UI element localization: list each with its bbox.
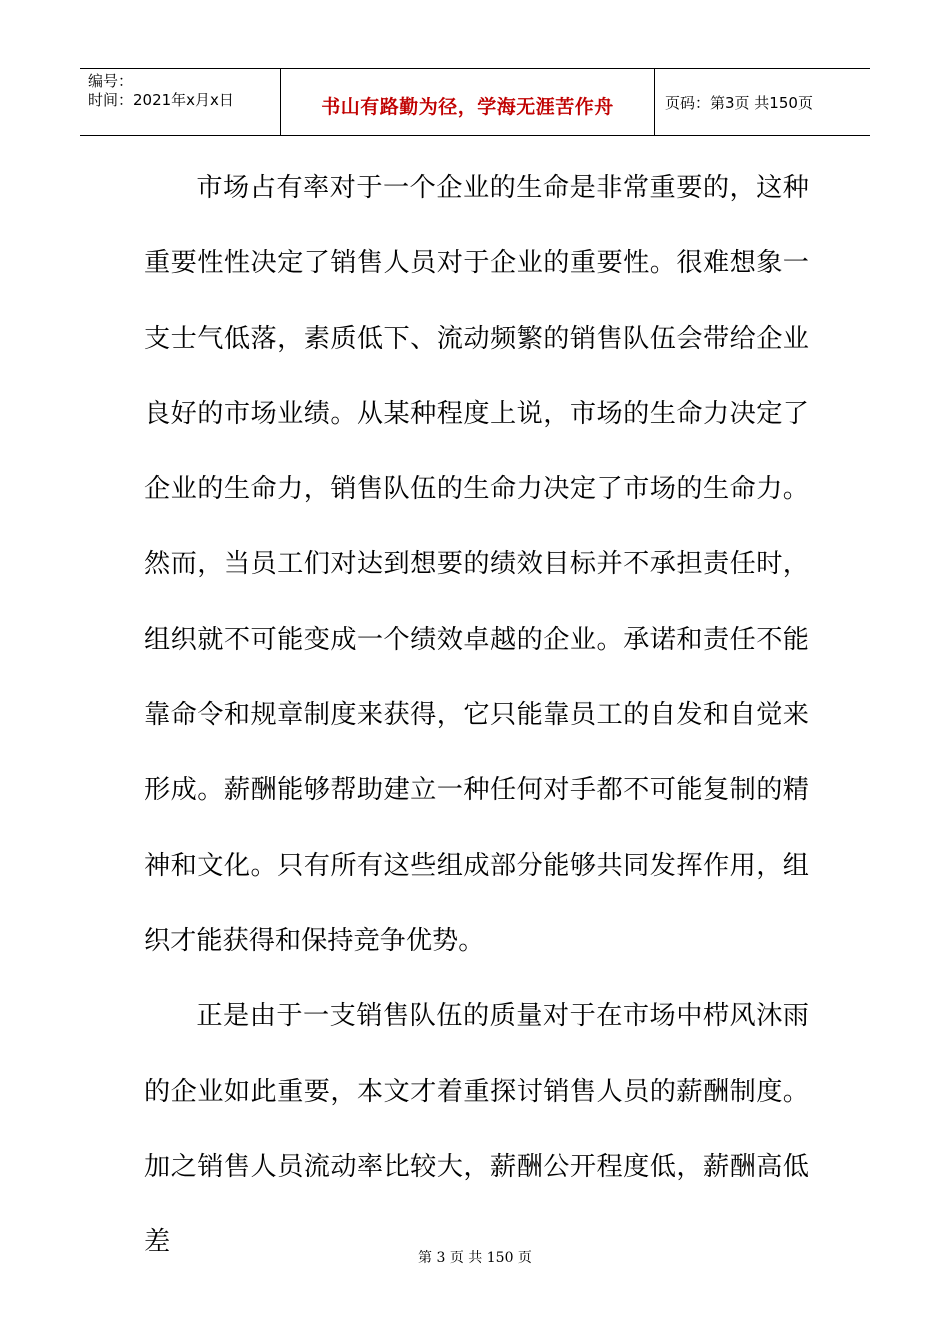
header-motto-cell	[281, 69, 655, 135]
document-date-label: 时间：2021年x月x日	[88, 91, 234, 109]
body-paragraph: 正是由于一支销售队伍的质量对于在市场中栉风沐雨的企业如此重要，本文才着重探讨销售人员的薪酬制度。加之销售人员流动率比较大，薪酬公开程度低，薪酬高低差	[144, 1001, 809, 1258]
body-paragraph: 市场占有率对于一个企业的生命是非常重要的，这种重要性性决定了销售人员对于企业的重要性。很难想象一支士气低落，素质低下、流动频繁的销售队伍会带给企业良好的市场业绩。从某种程度上说，市场的生命力决定了企业的生命力，销售队伍的生命力决定了市场的生命力。然而，当员工们对达到想要的绩效目标并不承担责任时，组织就不可能变成一个绩效卓越的企业。承诺和责任不能靠命令和规章制度来获得，它只能靠员工的自发和自觉来形成。薪酬能够帮助建立一种任何对手都不可能复制的精神和文化。只有所有这些组成部分能够共同发挥作用，组织才能获得和保持竞争优势。	[144, 173, 809, 956]
document-header	[80, 68, 870, 136]
header-page-cell	[655, 69, 870, 135]
header-meta-cell	[80, 69, 281, 135]
document-body	[144, 151, 809, 1280]
header-page-number: 页码：第3页 共150页	[665, 93, 813, 112]
page-footer: 第 3 页 共 150 页	[418, 1250, 532, 1266]
header-motto: 书山有路勤为径，学海无涯苦作舟	[321, 95, 614, 118]
document-number-label: 编号：	[88, 72, 134, 90]
